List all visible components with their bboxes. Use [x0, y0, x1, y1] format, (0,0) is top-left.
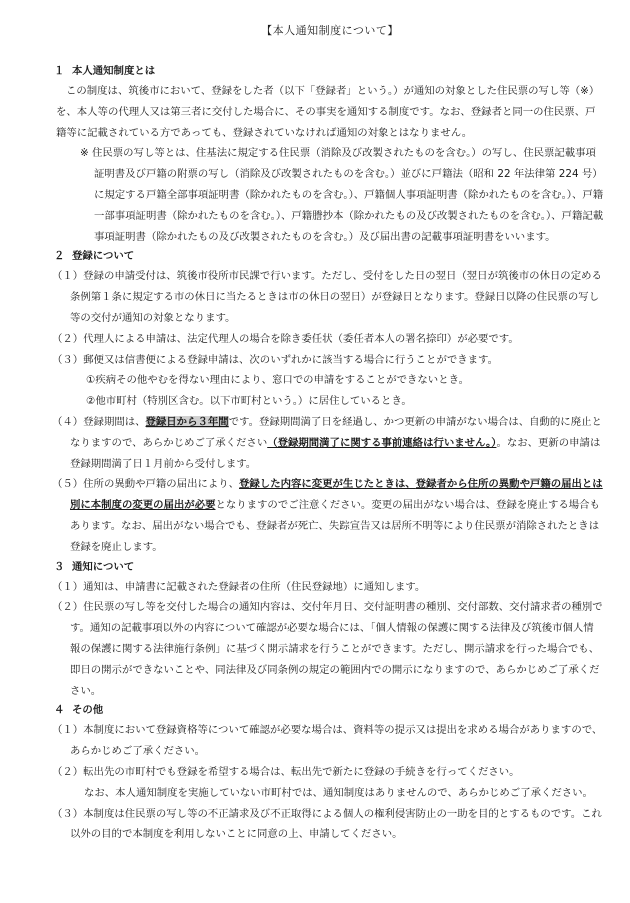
section-number: ２	[54, 250, 65, 263]
text-run: となりますのでご注意ください。変更の届出がない場合は、登録を廃止する場合もあります。なお、届出がない場合でも、登録者が死亡、失踪宣告又は居所不明等により住民票が消除されたときは登録を廃止します。	[70, 499, 600, 553]
document-title: 【本人通知制度について】	[261, 24, 399, 37]
section-heading	[54, 247, 604, 266]
section-number: ３	[54, 560, 65, 573]
section-heading	[54, 558, 604, 577]
section-1	[56, 62, 604, 247]
list-item	[54, 412, 604, 474]
text-run: （５）住所の異動や戸籍の届出により、	[52, 478, 240, 491]
note: ※ 住民票の写し等とは、住基法に規定する住民票（消除及び改製されたものを含む。）の写し、住民票記載事項証明書及び戸籍の附票の写し（消除及び改製されたものを含む。）並びに戸籍法（昭和 22 年法律第 224 号）に規定する戸籍全部事項証明書（除かれたものを含む。）、戸籍個人事項証明書（除かれたものを含む。）、戸籍一部事項証明書（除かれたものを含む。）、戸籍謄抄本（除かれたもの及び改製されたものを含む。）、戸籍記載事項証明書（除かれたもの及び改製されたものを含む。）及び届出書の記載事項証明書をいいます。	[80, 147, 604, 243]
section-title: 登録について	[72, 250, 135, 263]
list-item: （１）通知は、申請書に記載された登録者の住所（住民登録地）に通知します。	[52, 580, 426, 593]
paragraph: この制度は、筑後市において、登録をした者（以下「登録者」という。）が通知の対象とした住民票の写し等（※）を、本人等の代理人又は第三者に交付した場合に、その事実を通知する制度です。なお、登録者と同一の住民票、戸籍等に記載されている方であっても、登録されていなければ通知の対象とはなりません。	[56, 85, 600, 139]
bold-underlined-text: 登録者から住所の異動や戸籍の届出とは別に本制度の変更の届出が必要	[70, 478, 603, 512]
list-item: （２）住民票の写し等を交付した場合の通知内容は、交付年月日、交付証明書の種別、交付部数、交付請求者の種別です。通知の記載事項以外の内容について確認が必要な場合には、「個人情報の保護に関する法律及び筑後市個人情報の保護に関する法律施行条例」に基づく開示請求を行うことができます。ただし、開示請求を行った場合でも、即日の開示ができないことや、同法律及び同条例の規定の範囲内での開示になりますので、あらかじめご了承ください。	[52, 601, 603, 697]
section-heading	[54, 701, 604, 720]
section-heading	[54, 62, 604, 81]
section-2	[52, 247, 604, 557]
bold-underlined-text: （登録期間満了に関する事前連絡は行いません。）	[267, 436, 497, 449]
list-item: （３）本制度は住民票の写し等の不正請求及び不正取得による個人の権利侵害防止の一助を目的とするものです。これ以外の目的で本制度を利用しないことに同意の上、申請してください。	[52, 807, 602, 841]
text-run: 。なお、更新の申請は登録期間満了日１月前から受付します。	[70, 436, 601, 470]
bold-underlined-text: 登録した内容に変更が生じたときは、	[239, 478, 416, 491]
section-title: 本人通知制度とは	[72, 65, 156, 77]
continued-text: なお、本人通知制度を実施していない市町村では、通知制度はありませんので、あらかじめご了承ください。	[84, 786, 593, 799]
list-item: （２）代理人による申請は、法定代理人の場合を除き委任状（委任者本人の署名捺印）が必要です。	[52, 332, 519, 345]
section-4	[52, 701, 604, 845]
sub-item: ②他市町村（特別区含む。以下市町村という。）に居住しているとき。	[86, 395, 412, 408]
list-item: （１）登録の申請受付は、筑後市役所市民課で行います。ただし、受付をした日の翌日（翌日が筑後市の休日の定める条例第１条に規定する市の休日に当たるときは市の休日の翌日）が登録日となります。登録日以降の住民票の写し等の交付が通知の対象となります。	[52, 270, 602, 324]
list-item: （２）転出先の市町村でも登録を希望する場合は、転出先で新たに登録の手続きを行ってください。	[52, 765, 520, 778]
sub-item: ①疾病その他やむを得ない理由により、窓口での申請をすることができないとき。	[86, 374, 469, 387]
list-item: （３）郵便又は信書便による登録申請は、次のいずれかに該当する場合に行うことができます。	[52, 353, 498, 366]
section-number: １	[54, 65, 65, 77]
text-run: （４）登録期間は、	[52, 415, 146, 428]
section-number: ４	[54, 704, 65, 717]
text-run: です。登録期間満了日を経過し、かつ更新の申請がない場合は、自動的に廃止となりますので、あらかじめご了承ください	[70, 415, 602, 449]
list-item	[54, 474, 604, 557]
section-title: 通知について	[72, 560, 135, 573]
highlighted-text: 登録日から３年間	[145, 415, 229, 428]
list-item: （１）本制度において登録資格等について確認が必要な場合は、資料等の提示又は提出を求める場合がありますので、あらかじめご了承ください。	[52, 724, 603, 758]
section-3	[52, 558, 604, 702]
section-title: その他	[72, 704, 104, 717]
